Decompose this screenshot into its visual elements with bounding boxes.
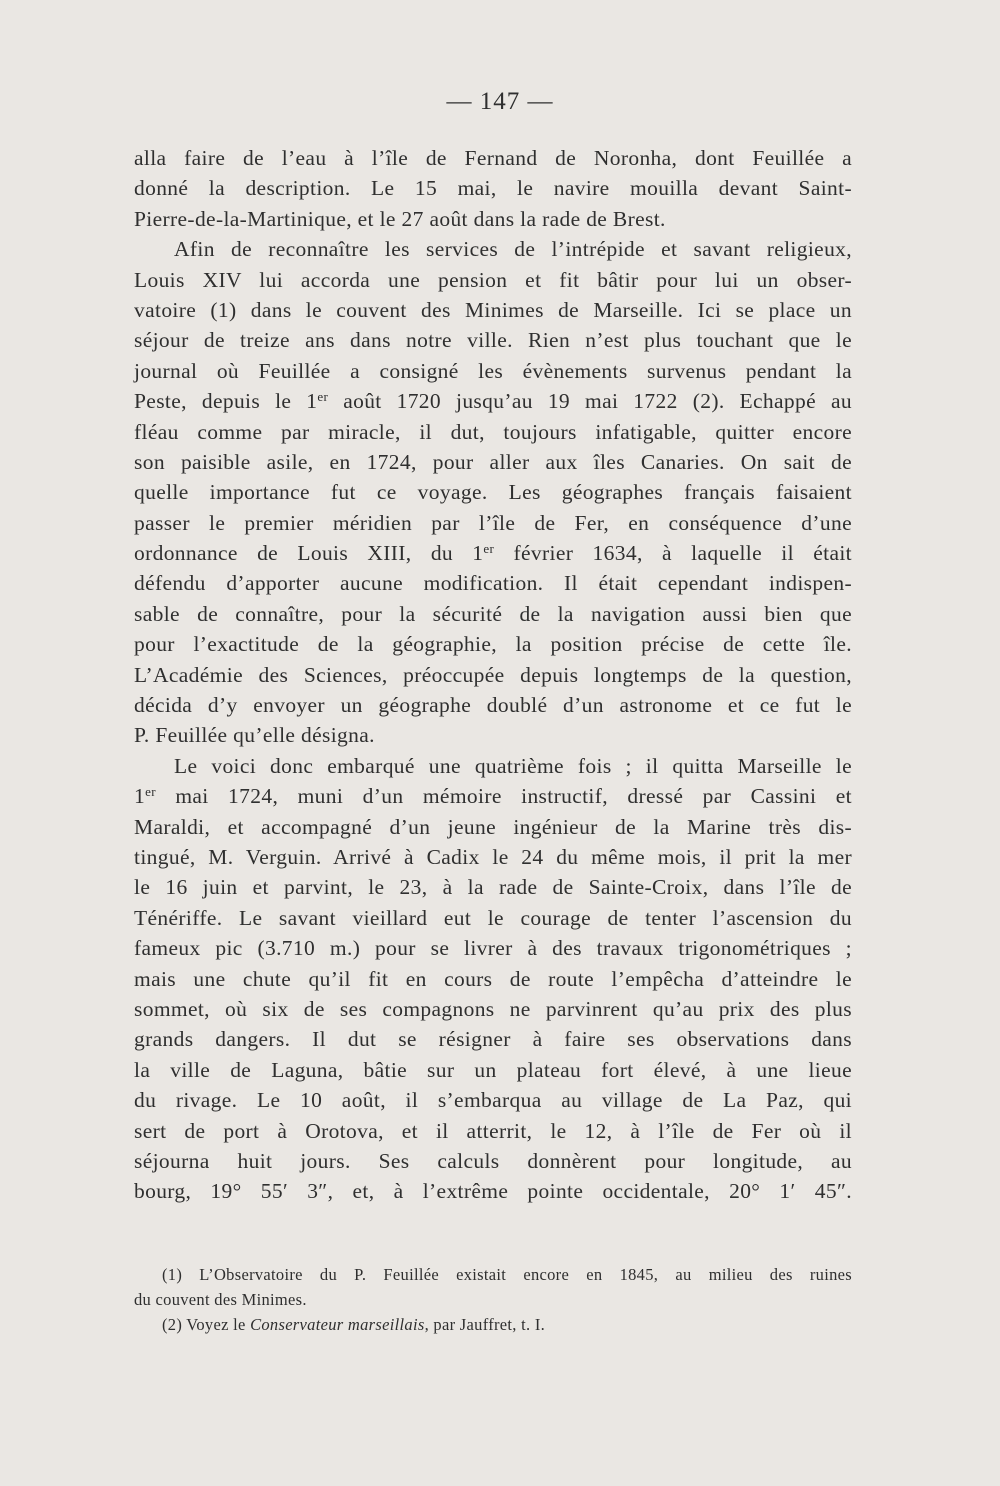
- text-line: donné la description. Le 15 mai, le navire mouilla devant Saint-: [134, 176, 852, 201]
- text-segment: Peste, depuis le 1: [134, 389, 318, 414]
- text-line: [134, 538, 852, 568]
- text-line: Le voici donc embarqué une quatrième fois ; il quitta Marseille le: [174, 753, 852, 778]
- footnotes: [134, 1262, 852, 1337]
- text-segment: , par Jauffret, t. I.: [424, 1315, 546, 1334]
- text-line: alla faire de l’eau à l’île de Fernand de Noronha, dont Feuillée a: [134, 146, 852, 170]
- text-line: séjour de treize ans dans notre ville. Rien n’est plus touchant que le: [134, 328, 852, 353]
- text-line: sert de port à Orotova, et il atterrit, le 12, à l’île de Fer où il: [134, 1118, 852, 1143]
- text-line: le 16 juin et parvint, le 23, à la rade de Sainte-Croix, dans l’île de: [134, 875, 852, 900]
- text-segment: ordonnance de Louis XIII, du 1: [134, 541, 484, 566]
- superscript: er: [145, 784, 156, 800]
- footnote-line: (1) L’Observatoire du P. Feuillée existait encore en 1845, au milieu des ruines: [162, 1265, 852, 1284]
- text-line: journal où Feuillée a consigné les évènements survenus pendant la: [134, 358, 852, 383]
- text-line: vatoire (1) dans le couvent des Minimes de Marseille. Ici se place un: [134, 297, 852, 322]
- text-segment: (2) Voyez le: [162, 1315, 251, 1334]
- text-line: [134, 386, 852, 416]
- superscript: er: [483, 541, 495, 557]
- text-line: sable de connaître, pour la sécurité de la navigation aussi bien que: [134, 601, 852, 626]
- text-line: Pierre-de-la-Martinique, et le 27 août dans la rade de Brest.: [134, 206, 666, 231]
- text-line: son paisible asile, en 1724, pour aller aux îles Canaries. On sait de: [134, 449, 852, 474]
- text-line: fléau comme par miracle, il dut, toujours infatigable, quitter encore: [134, 419, 852, 444]
- text-segment: 1: [134, 784, 146, 809]
- text-segment: août 1720 jusqu’au 19 mai 1722 (2). Echappé au: [328, 389, 852, 414]
- text-line: tingué, M. Verguin. Arrivé à Cadix le 24 du même mois, il prit la mer: [134, 844, 852, 869]
- superscript: er: [317, 389, 329, 405]
- text-line: pour l’exactitude de la géographie, la position précise de cette île.: [134, 632, 852, 657]
- text-line: [134, 781, 852, 811]
- text-line: Ténériffe. Le savant vieillard eut le courage de tenter l’ascension du: [134, 905, 852, 930]
- text-line: bourg, 19° 55′ 3″, et, à l’extrême pointe occidentale, 20° 1′ 45″.: [134, 1179, 852, 1204]
- footnote-line: du couvent des Minimes.: [134, 1290, 307, 1309]
- text-segment: mai 1724, muni d’un mémoire instructif, dressé par Cassini et: [155, 784, 852, 809]
- text-line: L’Académie des Sciences, préoccupée depuis longtemps de la question,: [134, 662, 852, 687]
- text-line: passer le premier méridien par l’île de Fer, en conséquence d’une: [134, 510, 852, 535]
- footnote-line: [134, 1312, 852, 1337]
- text-segment: février 1634, à laquelle il était: [494, 541, 853, 566]
- text-line: défendu d’apporter aucune modification. Il était cependant indispen-: [134, 571, 852, 596]
- text-line: du rivage. Le 10 août, il s’embarqua au village de La Paz, qui: [134, 1088, 852, 1113]
- body-text: [134, 143, 852, 1207]
- text-line: fameux pic (3.710 m.) pour se livrer à des travaux trigonométriques ;: [134, 936, 852, 961]
- text-line: Afin de reconnaître les services de l’intrépide et savant religieux,: [174, 237, 852, 262]
- text-line: décida d’y envoyer un géographe doublé d’un astronome et ce fut le: [134, 693, 852, 718]
- page-number: — 147 —: [446, 88, 554, 115]
- text-line: quelle importance fut ce voyage. Les géographes français faisaient: [134, 480, 852, 505]
- text-line: la ville de Laguna, bâtie sur un plateau fort élevé, à une lieue: [134, 1057, 852, 1082]
- text-line: Maraldi, et accompagné d’un jeune ingénieur de la Marine très dis-: [134, 814, 852, 839]
- text-line: grands dangers. Il dut se résigner à faire ses observations dans: [134, 1027, 852, 1052]
- text-line: mais une chute qu’il fit en cours de route l’empêcha d’atteindre le: [134, 966, 852, 991]
- text-line: Louis XIV lui accorda une pension et fit bâtir pour lui un obser-: [134, 267, 852, 292]
- text-line: sommet, où six de ses compagnons ne parvinrent qu’au prix des plus: [134, 996, 852, 1021]
- italic-title: Conservateur marseillais: [250, 1315, 425, 1334]
- text-line: séjourna huit jours. Ses calculs donnèrent pour longitude, au: [134, 1148, 852, 1173]
- text-line: P. Feuillée qu’elle désigna.: [134, 723, 375, 748]
